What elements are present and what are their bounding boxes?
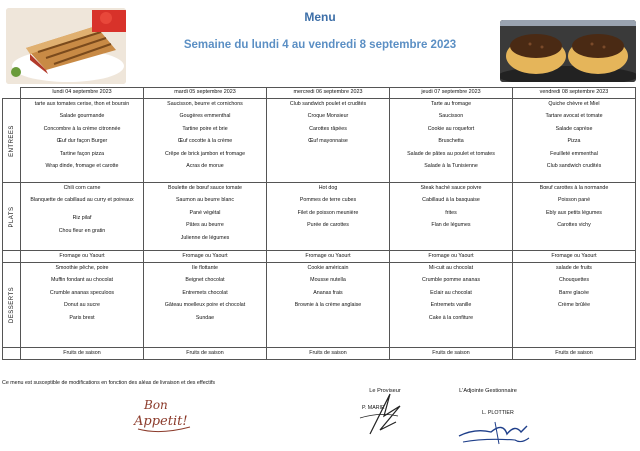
dish: Brownie à la crème anglaise — [294, 302, 362, 309]
section-entrees — [3, 99, 21, 183]
cheese-wednesday: Fromage ou Yaourt — [267, 251, 390, 263]
dish: Saucisson, beurre et cornichons — [167, 101, 243, 107]
dish: Club sandwich poulet et crudités — [289, 101, 367, 107]
dish: Wrap dinde, fromage et carotte — [45, 162, 119, 169]
dish: Flan de légumes — [431, 222, 471, 229]
fruit-monday: Fruits de saison — [21, 348, 144, 360]
plats-tuesday — [144, 183, 267, 251]
dish: Ile flottante — [192, 265, 218, 271]
section-label: PLATS — [8, 205, 15, 228]
proviseur-signature — [350, 386, 410, 438]
desserts-friday — [513, 263, 636, 348]
fruit-thursday: Fruits de saison — [390, 348, 513, 360]
dish: Ananas frais — [313, 289, 343, 296]
dish: Crumble pomme ananas — [422, 277, 480, 284]
day-header-tuesday: mardi 05 septembre 2023 — [144, 88, 267, 99]
dish: Muffin fondant au chocolat — [50, 277, 114, 284]
dish: Pommes de terre cubes — [299, 197, 357, 204]
dish: Entremets vanille — [430, 302, 472, 309]
menu-table — [2, 87, 636, 360]
dish: Crumble ananas speculoos — [49, 289, 115, 296]
dish: Saucisson — [438, 113, 464, 120]
dish: Saumon au beurre blanc — [175, 197, 234, 204]
dish: Eclair au chocolat — [430, 289, 472, 296]
day-header-wednesday: mercredi 06 septembre 2023 — [267, 88, 390, 99]
dish: Club sandwich crudités — [546, 162, 602, 169]
dish: Quiche chèvre et Miel — [548, 101, 600, 107]
dish: Salade à la Tunisienne — [424, 162, 478, 169]
dish: Ebly aux petits légumes — [546, 209, 602, 216]
dish: Purée de carottes — [307, 222, 349, 229]
dish: Smoothie pêche, poire — [55, 265, 109, 271]
dish: Mi-cuit au chocolat — [428, 265, 474, 271]
desserts-tuesday — [144, 263, 267, 348]
desserts-wednesday — [267, 263, 390, 348]
plats-friday — [513, 183, 636, 251]
menu-change-notice: Ce menu est susceptible de modifications en fonction des aléas de livraison et des effectifs — [2, 380, 216, 386]
plats-wednesday — [267, 183, 390, 251]
dish: Salade caprèse — [555, 125, 593, 132]
dish: Gougères emmenthal — [179, 113, 231, 120]
corner-cell — [3, 88, 21, 99]
dish: Cookie au roquefort — [427, 125, 475, 132]
dish: Salade de pâtes au poulet et tomates — [407, 150, 495, 157]
dish: frites — [445, 209, 457, 216]
dish: Œuf dur façon Burger — [56, 138, 108, 145]
menu-title: Menu — [304, 10, 336, 24]
dish: Riz pilaf — [72, 215, 92, 222]
entrees-tuesday — [144, 99, 267, 183]
cheese-monday: Fromage ou Yaourt — [21, 251, 144, 263]
cakes-illustration — [500, 20, 636, 82]
adjointe-name: L. PLOTTIER — [482, 410, 514, 416]
dish: Barre glacée — [558, 289, 590, 296]
fruit-friday: Fruits de saison — [513, 348, 636, 360]
dish: Hot dog — [318, 185, 338, 191]
dish: Crème brûlée — [557, 302, 591, 309]
section-label: DESSERTS — [8, 286, 15, 324]
dish: Chou fleur en gratin — [58, 227, 106, 234]
adjointe-title: L'Adjointe Gestionnaire — [459, 388, 517, 394]
day-header-monday: lundi 04 septembre 2023 — [21, 88, 144, 99]
proviseur-name: P. MARIE — [362, 405, 385, 411]
dish: Pizza — [567, 138, 581, 145]
entrees-thursday — [390, 99, 513, 183]
week-subtitle: Semaine du lundi 4 au vendredi 8 septembre 2023 — [183, 39, 457, 51]
dish: Cookie américain — [307, 265, 349, 271]
dish: Carottes râpées — [309, 125, 347, 132]
entrees-monday — [21, 99, 144, 183]
dish: Feuilleté emmenthal — [550, 150, 598, 157]
dish: Œuf cocotte à la crème — [177, 138, 233, 145]
dish: Tartine poire et brie — [182, 125, 228, 132]
dish: Entremets chocolat — [182, 289, 228, 296]
section-label: ENTREES — [8, 124, 15, 157]
dish: Cake à la confiture — [428, 314, 474, 321]
dish: Concombre à la crème citronnée — [43, 125, 121, 132]
cheese-friday: Fromage ou Yaourt — [513, 251, 636, 263]
cheese-thursday: Fromage ou Yaourt — [390, 251, 513, 263]
dish: Cabillaud à la basquaise — [422, 197, 480, 204]
plats-thursday — [390, 183, 513, 251]
entrees-friday — [513, 99, 636, 183]
dish: Donut au sucre — [64, 302, 100, 309]
dish: Tarte au fromage — [430, 101, 472, 107]
dish: Steak haché sauce poivre — [420, 185, 482, 191]
dish: Gâteau moelleux poire et chocolat — [164, 302, 246, 309]
dish: Carottes vichy — [557, 222, 591, 229]
dish: Tartare avocat et tomate — [545, 113, 603, 120]
dish: Bruschetta — [438, 138, 464, 145]
dish: Chili corn carne — [63, 185, 101, 191]
dish: Œuf mayonnaise — [308, 138, 348, 145]
dish: salade de fruits — [556, 265, 592, 271]
day-header-thursday: jeudi 07 septembre 2023 — [390, 88, 513, 99]
day-header-friday: vendredi 08 septembre 2023 — [513, 88, 636, 99]
proviseur-title: Le Proviseur — [369, 388, 401, 394]
cheese-label-cell — [3, 251, 21, 263]
dish: Paris brest — [69, 314, 95, 321]
dish: Salade gourmande — [59, 113, 105, 120]
chocolate-cakes-photo — [500, 20, 636, 82]
desserts-thursday — [390, 263, 513, 348]
plats-monday — [21, 183, 144, 251]
dish: Boulette de bœuf sauce tomate — [168, 185, 242, 191]
dish: Pâtes au beurre — [186, 222, 224, 229]
cheese-tuesday: Fromage ou Yaourt — [144, 251, 267, 263]
section-desserts — [3, 263, 21, 348]
dish: Poisson pané — [557, 197, 591, 204]
dish: Pané végétal — [189, 209, 221, 216]
dish: Chouquettes — [558, 277, 590, 284]
bon-appetit-logo — [130, 393, 200, 435]
logo-text-line1: Bon — [144, 398, 168, 412]
dish: Blanquette de cabillaud au curry et poireaux — [30, 197, 134, 204]
fruit-wednesday: Fruits de saison — [267, 348, 390, 360]
fruit-tuesday: Fruits de saison — [144, 348, 267, 360]
dish: Sundae — [195, 314, 215, 321]
section-plats — [3, 183, 21, 251]
dish: tarte aux tomates cerise, thon et boursin — [34, 101, 130, 107]
logo-text-line2: Appetit! — [134, 414, 188, 429]
fruit-label-cell — [3, 348, 21, 360]
dish: Mousse nutella — [310, 277, 346, 284]
entrees-wednesday — [267, 99, 390, 183]
dish: Beignet chocolat — [185, 277, 225, 284]
dish: Julienne de légumes — [180, 234, 230, 241]
dish: Acras de morue — [186, 162, 224, 169]
dish: Croque Monsieur — [307, 113, 349, 120]
adjointe-signature — [455, 418, 535, 448]
dish: Tartine façon pizza — [59, 150, 105, 157]
dish: Filet de poisson meunière — [297, 209, 359, 216]
desserts-monday — [21, 263, 144, 348]
dish: Bœuf carottes à la normande — [539, 185, 609, 191]
dish: Crêpe de brick jambon et fromage — [164, 150, 246, 157]
